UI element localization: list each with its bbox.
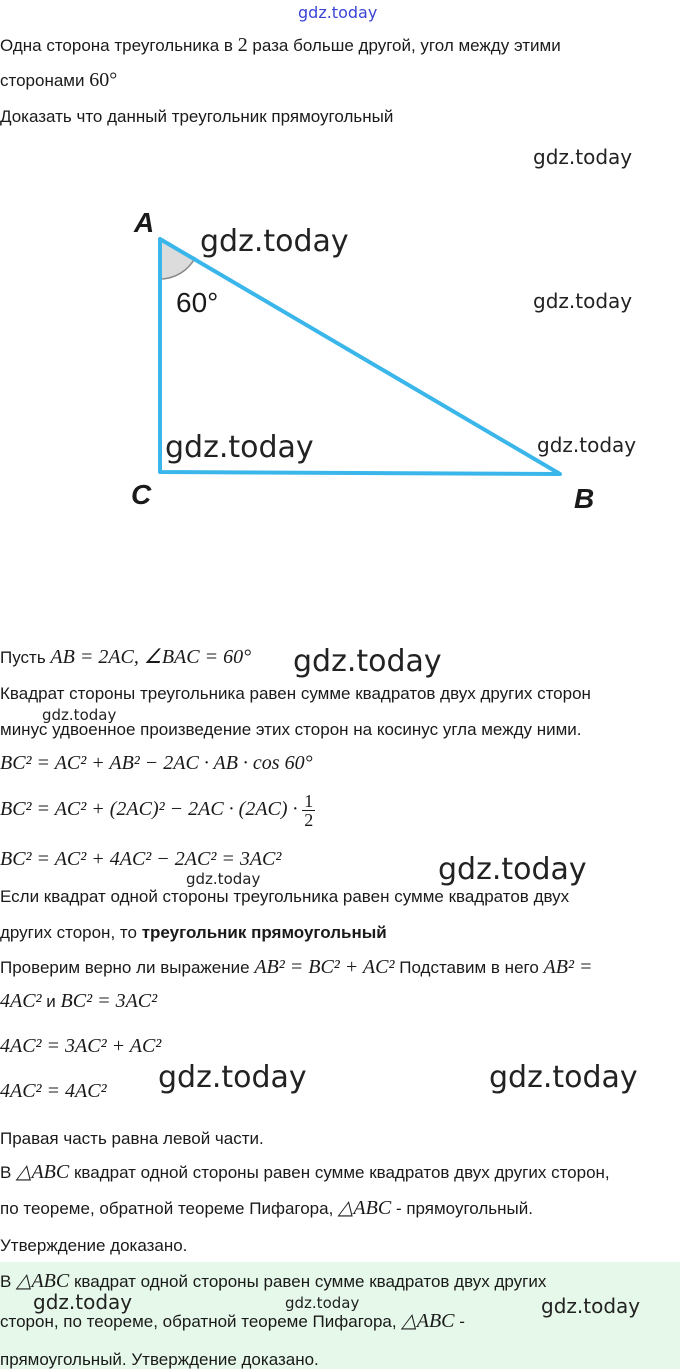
check-line-2: 4AC² и BC² = 3AC² <box>0 990 158 1012</box>
answer-line-2: сторон, по теореме, обратной теореме Пифагора, △ABC - <box>0 1310 465 1332</box>
watermark: gdz.today <box>158 1060 307 1095</box>
conclusion-line-2: по теореме, обратной теореме Пифагора, △ABC - прямоугольный. <box>0 1197 533 1219</box>
fraction-one-half: $\frac{1}{2}$ <box>304 791 314 830</box>
equation-1: BC² = AC² + AB² − 2AC · AB · cos 60° <box>0 752 313 774</box>
check-line-1: Проверим верно ли выражение AB² = BC² + AC² Подставим в него AB² = <box>0 956 593 978</box>
angle-arc <box>160 239 195 279</box>
vertex-b-label: B <box>574 483 595 514</box>
angle-label: 60° <box>176 287 219 318</box>
watermark: gdz.today <box>489 1060 638 1095</box>
problem-line-1: Одна сторона треугольника в 2 раза больше другой, угол между этими <box>0 34 561 56</box>
let-line: Пусть AB = 2AC, ∠BAC = 60° <box>0 646 252 668</box>
watermark: gdz.today <box>33 1290 133 1314</box>
problem-line-2: сторонами 60° <box>0 69 118 91</box>
equation-5: 4AC² = 4AC² <box>0 1080 107 1102</box>
problem-line-3: Доказать что данный треугольник прямоугольный <box>0 107 394 126</box>
rule-line-2: минус удвоенное произведение этих сторон на косинус угла между ними. <box>0 720 582 739</box>
watermark: gdz.today <box>541 1294 641 1318</box>
watermark: gdz.today <box>42 706 117 724</box>
watermark: gdz.today <box>438 852 587 887</box>
conclusion-line-1: В △ABC квадрат одной стороны равен сумме квадратов двух других сторон, <box>0 1161 610 1183</box>
triangle-figure <box>0 140 680 560</box>
vertex-a-label: A <box>134 207 155 238</box>
watermark: gdz.today <box>285 1294 360 1312</box>
equation-3: BC² = AC² + 4AC² − 2AC² = 3AC² <box>0 848 282 870</box>
if-line-2: других сторон, то треугольник прямоугольный <box>0 923 387 942</box>
equation-4: 4AC² = 3AC² + AC² <box>0 1035 162 1057</box>
rule-line-1: Квадрат стороны треугольника равен сумме квадратов двух других сторон <box>0 684 591 703</box>
watermark: gdz.today <box>293 644 442 679</box>
watermark: gdz.today <box>165 430 314 465</box>
watermark: gdz.today <box>533 145 633 169</box>
answer-line-3: прямоугольный. Утверждение доказано. <box>0 1350 319 1369</box>
if-line-1: Если квадрат одной стороны треугольника равен сумме квадратов двух <box>0 887 570 906</box>
watermark: gdz.today <box>537 433 637 457</box>
vertex-c-label: C <box>131 479 152 510</box>
watermark: gdz.today <box>186 870 261 888</box>
watermark: gdz.today <box>533 289 633 313</box>
equation-2: BC² = AC² + (2AC)² − 2AC · (2AC) · $\frac{1}{2}$ <box>0 791 314 830</box>
answer-line-1: В △ABC квадрат одной стороны равен сумме квадратов двух других <box>0 1270 547 1292</box>
proved-line: Утверждение доказано. <box>0 1236 188 1255</box>
right-equals-left: Правая часть равна левой части. <box>0 1129 264 1148</box>
watermark: gdz.today <box>200 224 349 259</box>
watermark-top: gdz.today <box>298 3 378 22</box>
